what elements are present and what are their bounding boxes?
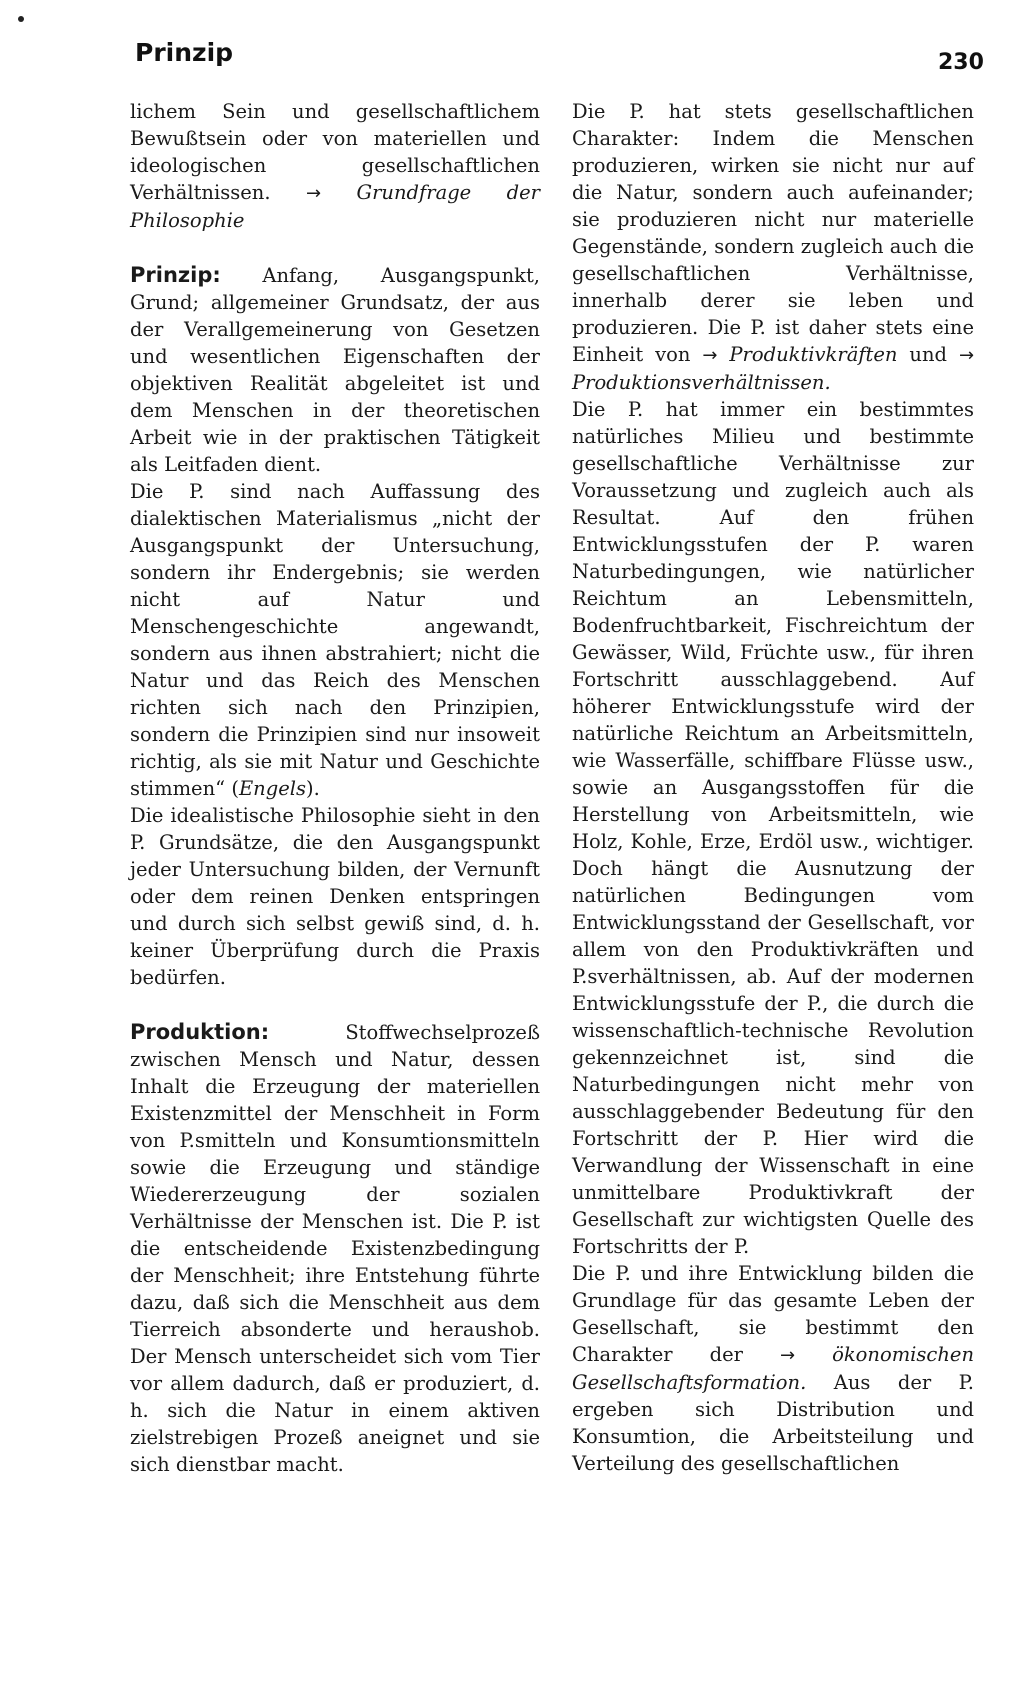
entry-definition: Anfang, Ausgangspunkt, Grund; allgemeiner Grundsatz, der aus der Verallgemeinerung von Gesetzen und wesentlichen Eigenschaften der objektiven Realität abgeleitet ist und dem Menschen in der theoretischen Arbeit wie in der praktischen Tätigkeit als Leitfaden dient. — [130, 264, 540, 476]
entry-paragraph: Die idealistische Philosophie sieht in den P. Grundsätze, die den Ausgangspunkt jeder Untersuchung bilden, der Vernunft oder dem reinen Denken entspringen und durch sich selbst gewiß sind, d. h. keiner Überprüfung durch die Praxis bedürfen. — [130, 804, 540, 989]
entry-definition: Stoffwechselprozeß zwischen Mensch und Natur, dessen Inhalt die Erzeugung der materiellen Existenzmittel der Menschheit in Form von P.smitteln und Konsumtionsmitteln sowie die Erzeugung und ständige Wiedererzeugung der sozialen Verhältnisse der Menschen ist. Die P. ist die entscheidende Existenzbedingung der Menschheit; ihre Entstehung führte dazu, daß sich die Menschheit aus dem Tierreich absonderte und heraushob. Der Mensch unterscheidet sich vom Tier vor allem dadurch, daß er produziert, d. h. sich die Natur in einem aktiven zielstrebigen Prozeß aneignet und sie sich dienstbar macht. — [130, 1021, 540, 1476]
cross-reference-arrow-icon: → — [779, 1345, 796, 1366]
entry-paragraph — [572, 1260, 974, 1477]
entry-produktion — [130, 1019, 540, 1478]
entry-paragraph — [572, 98, 974, 396]
cross-reference-arrow-icon: → — [702, 345, 718, 366]
page-dot — [18, 16, 24, 22]
cross-reference-link[interactable]: Produktionsverhältnissen. — [572, 371, 831, 394]
conjunction-text: und — [909, 343, 948, 366]
quote-text: Die P. sind nach Auffassung des dialektischen Materialismus „nicht der Ausgangspunkt der Untersuchung, sondern ihr Endergebnis; sie werden nicht auf Natur und Menschengeschichte angewandt, sondern aus ihnen abstrahiert; nicht die Natur und das Reich des Menschen richten sich nach den Prinzipien, sondern die Prinzipien sind nur insoweit richtig, als sie mit Natur und Geschichte stimmen“ ( — [130, 480, 540, 800]
paragraph-text: Aus der P. ergeben sich Distribution und Konsumtion, die Arbeitsteilung und Verteilung des gesellschaftlichen — [572, 1371, 974, 1475]
cross-reference-link[interactable]: ökonomischen Gesellschaftsformation. — [572, 1343, 975, 1394]
entry-term-prinzip: Prinzip: — [130, 263, 221, 287]
page-number: 230 — [938, 50, 984, 75]
entry-paragraph — [130, 478, 540, 802]
right-column — [572, 98, 974, 1477]
left-column — [130, 98, 540, 1478]
cross-reference-arrow-icon: → — [958, 345, 975, 366]
entry-paragraph: Die P. hat immer ein bestimmtes natürliches Milieu und bestimmte gesellschaftliche Verhältnisse zur Voraussetzung und zugleich auch als Resultat. Auf den frühen Entwicklungsstufen der P. waren Naturbedingungen, wie natürlicher Reichtum an Lebensmitteln, Bodenfruchtbarkeit, Fischreichtum der Gewässer, Wild, Früchte usw., für ihren Fortschritt ausschlaggebend. Auf höherer Entwicklungsstufe wird der natürliche Reichtum an Arbeitsmitteln, wie Wasserfälle, schiffbare Flüsse usw., sowie an Ausgangsstoffen für die Herstellung von Arbeitsmitteln, wie Holz, Kohle, Erze, Erdöl usw., wichtiger. Doch hängt die Ausnutzung der natürlichen Bedingungen vom Entwicklungsstand der Gesellschaft, vor allem von den Produktivkräften und P.sverhältnissen, ab. Auf der modernen Entwicklungsstufe der P., die durch die wissenschaftlich-technische Revolution gekennzeichnet ist, sind die Naturbedingungen nicht mehr von ausschlaggebender Bedeutung für den Fortschritt der P. Hier wird die Verwandlung der Wissenschaft in eine unmittelbare Produktivkraft der Gesellschaft zur wichtigsten Quelle des Fortschritts der P. — [572, 398, 974, 1258]
citation-close: ). — [306, 777, 320, 800]
running-title: Prinzip — [135, 38, 234, 67]
paragraph-text: Die P. hat stets gesellschaftlichen Charakter: Indem die Menschen produzieren, wirken sie nicht nur auf die Natur, sondern auch aufeinander; sie produzieren nicht nur materielle Gegenstände, sondern zugleich auch die gesellschaftlichen Verhältnisse, innerhalb derer sie leben und produzieren. Die P. ist daher stets eine Einheit von — [572, 100, 974, 366]
entry-prinzip — [130, 262, 540, 478]
entry-term-produktion: Produktion: — [130, 1020, 270, 1044]
cross-reference-link[interactable]: Grundfrage der Philosophie — [130, 181, 541, 232]
cross-reference-arrow-icon: → — [305, 183, 322, 204]
continued-paragraph — [130, 98, 540, 234]
entry-divider — [130, 991, 540, 1019]
cross-reference-link[interactable]: Produktivkräften — [729, 343, 898, 366]
citation-author: Engels — [238, 777, 306, 800]
entry-divider — [130, 234, 540, 262]
paragraph-text: Die P. und ihre Entwicklung bilden die Grundlage für das gesamte Leben der Gesellschaft, sie bestimmt den Charakter der — [572, 1262, 974, 1366]
paragraph-text: lichem Sein und gesellschaftlichem Bewußtsein oder von materiellen und ideologischen gesellschaftlichen Verhältnissen. — [130, 100, 540, 204]
